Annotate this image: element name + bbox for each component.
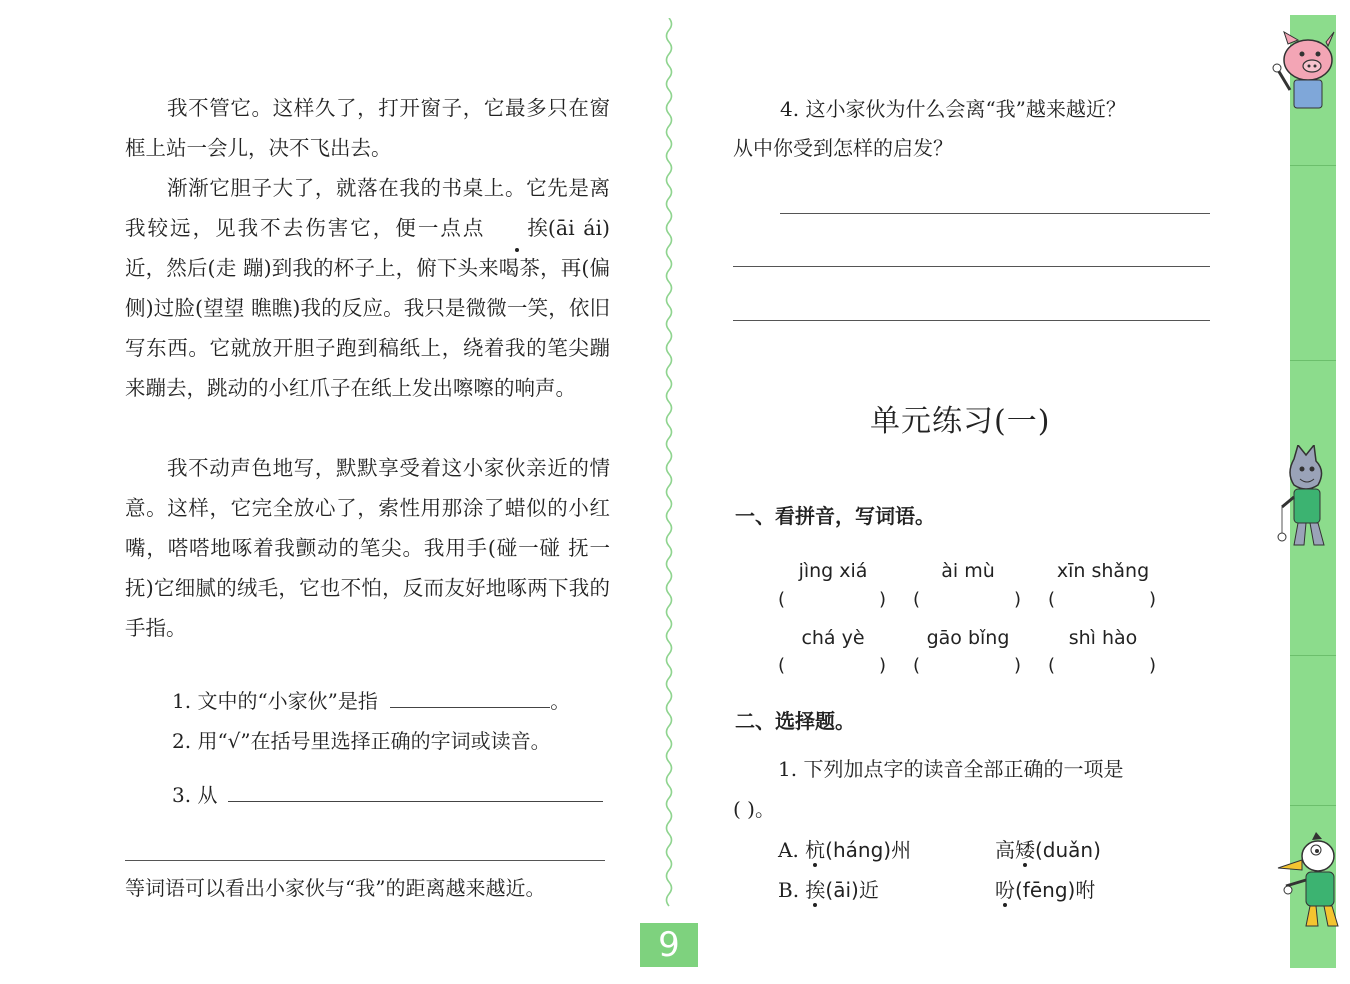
unit-exercise-title: 单元练习(一) <box>870 404 1051 439</box>
page-number: 9 <box>640 923 698 967</box>
pinyin-2: ài mù <box>941 560 995 582</box>
pig-character-icon <box>1268 30 1342 115</box>
option-b[interactable] <box>778 874 879 903</box>
paren-left: ( <box>1048 589 1056 610</box>
paren-left: ( <box>778 655 786 676</box>
wolf-character-icon <box>1272 445 1338 550</box>
option-a[interactable] <box>778 834 911 863</box>
left-page <box>0 0 655 984</box>
paragraph-2 <box>125 168 610 408</box>
answer-blank-1[interactable] <box>390 707 550 708</box>
mc-question-1: 1. 下列加点字的读音全部正确的一项是 <box>778 757 1124 781</box>
paren-right: ) <box>1148 655 1156 676</box>
dotted-char: 杭 <box>805 834 825 863</box>
question-3 <box>172 780 603 810</box>
paren-right: ) <box>1148 589 1156 610</box>
option-a-label: A. <box>778 838 799 862</box>
answer-line-4c[interactable] <box>733 320 1210 321</box>
pinyin-4: chá yè <box>801 627 865 649</box>
question-4-line2: 从中你受到怎样的启发？ <box>733 136 953 160</box>
dotted-char: 矮 <box>1015 834 1035 863</box>
section-2-heading: 二、选择题。 <box>735 709 855 733</box>
option-b-second[interactable] <box>995 874 1095 903</box>
section-1-heading: 一、看拼音，写词语。 <box>735 504 935 528</box>
question-3-text: 3. 从 <box>172 783 218 807</box>
paren-right: ) <box>1013 655 1021 676</box>
strip-divider <box>1290 165 1336 166</box>
dotted-char: 挨 <box>485 208 548 248</box>
answer-line-3b[interactable] <box>125 860 605 861</box>
duck-character-icon <box>1272 830 1342 930</box>
strip-divider <box>1290 655 1336 656</box>
question-3-end: 等词语可以看出小家伙与“我”的距离越来越近。 <box>125 876 546 900</box>
answer-blank-3[interactable] <box>228 801 603 802</box>
dotted-char: 吩 <box>995 874 1015 903</box>
strip-divider <box>1290 805 1336 806</box>
wavy-divider <box>662 18 676 908</box>
strip-divider <box>1290 360 1336 361</box>
dotted-char: 挨 <box>805 874 825 903</box>
option-b-reading-1: (āi)近 <box>825 878 879 902</box>
option-a-reading-2: (duǎn) <box>1035 838 1101 862</box>
paren-left: ( <box>1048 655 1056 676</box>
option-a-reading-1: (háng)州 <box>825 838 912 862</box>
paren-left: ( <box>913 655 921 676</box>
pinyin-6: shì hào <box>1068 627 1138 649</box>
paragraph-2-rest: (āi ái)近，然后(走 蹦)到我的杯子上，俯下头来喝茶，再(偏 侧)过脸(望望 瞧瞧)我的反应。我只是微微一笑，依旧写东西。它就放开胆子跑到稿纸上，绕着我的笔尖蹦来蹦去，跳动的小红爪子在纸上发出嚓嚓的响声。 <box>125 216 610 400</box>
question-1 <box>172 686 570 716</box>
paren-left: ( <box>778 589 786 610</box>
paren-right: ) <box>1013 589 1021 610</box>
pinyin-1: jìng xiá <box>798 560 868 582</box>
paragraph-1: 我不管它。这样久了，打开窗子，它最多只在窗框上站一会儿，决不飞出去。 <box>125 96 610 160</box>
question-1-end: 。 <box>550 689 571 713</box>
option-b-label: B. <box>778 878 800 902</box>
paragraph-3: 我不动声色地写，默默享受着这小家伙亲近的情意。这样，它完全放心了，索性用那涂了蜡似的小红嘴，嗒嗒地啄着我颤动的笔尖。我用手(碰一碰 抚一抚)它细腻的绒毛，它也不怕，反而友好地啄两下我的手指。 <box>125 456 610 640</box>
answer-line-4b[interactable] <box>733 266 1210 267</box>
paragraph-2-text: 渐渐它胆子大了，就落在我的书桌上。它先是离我较远，见我不去伤害它，便一点点 <box>125 176 610 240</box>
paren-right: ) <box>878 655 886 676</box>
question-1-text: 1. 文中的“小家伙”是指 <box>172 689 378 713</box>
question-4-line1: 4. 这小家伙为什么会离“我”越来越近？ <box>780 97 1126 121</box>
paren-right: ) <box>878 589 886 610</box>
mc-answer-paren[interactable]: ( )。 <box>733 797 775 821</box>
question-2: 2. 用“√”在括号里选择正确的字词或读音。 <box>172 729 551 753</box>
option-b-reading-2: (fēng)咐 <box>1015 878 1096 902</box>
option-a-second[interactable] <box>995 834 1101 863</box>
option-a-prefix-2: 高 <box>995 838 1015 862</box>
paren-left: ( <box>913 589 921 610</box>
pinyin-5: gāo bǐng <box>926 627 1010 649</box>
pinyin-3: xīn shǎng <box>1056 560 1150 582</box>
answer-line-4a[interactable] <box>780 213 1210 214</box>
